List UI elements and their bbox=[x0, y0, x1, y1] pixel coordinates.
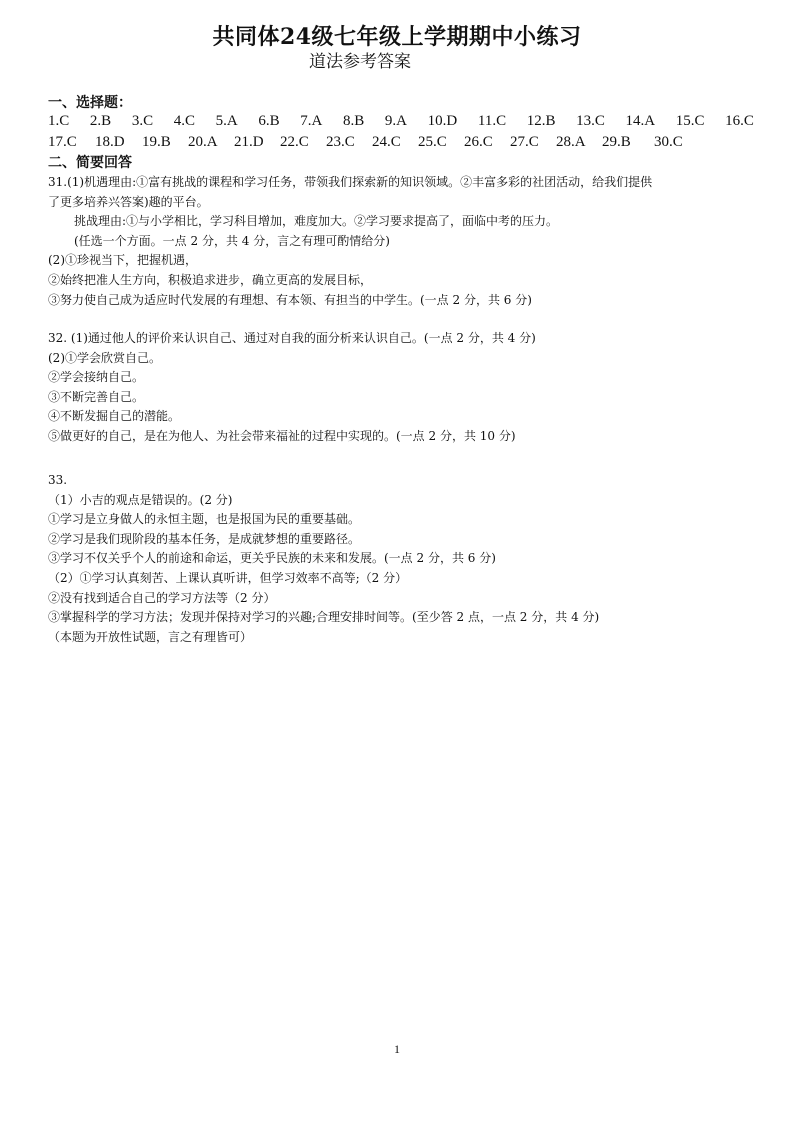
choice-answer: 4.C bbox=[173, 113, 195, 129]
choice-answer: 16.C bbox=[725, 113, 754, 129]
answer-line: (2)①学会欣赏自己。 bbox=[48, 350, 161, 365]
section-short-answer-heading: 二、简要回答 bbox=[48, 155, 132, 171]
answer-line: 31.(1)机遇理由:①富有挑战的课程和学习任务，带领我们探索新的知识领域。②丰富多彩的社团活动，给我们提供 bbox=[48, 175, 653, 189]
answer-line: ②始终把准人生方向，积极追求进步，确立更高的发展目标， bbox=[48, 272, 373, 287]
document-title: 共同体24级七年级上学期期中小练习 bbox=[212, 24, 582, 50]
choice-answer: 5.A bbox=[215, 113, 238, 129]
answer-line: （1）小吉的观点是错误的。(2 分) bbox=[48, 492, 233, 507]
answer-line: ③不断完善自己。 bbox=[48, 389, 145, 404]
choice-answer: 26.C bbox=[464, 134, 493, 150]
choice-answer: 24.C bbox=[372, 134, 401, 150]
answer-line: ③学习不仅关乎个人的前途和命运，更关乎民族的未来和发展。(一点 2 分，共 6 分) bbox=[48, 551, 496, 566]
choice-row-1 bbox=[48, 111, 754, 132]
answer-line: （2）①学习认真刻苦、上课认真听讲，但学习效率不高等;（2 分） bbox=[48, 570, 408, 585]
choice-answer: 11.C bbox=[477, 113, 507, 129]
question-32-answer bbox=[48, 329, 758, 447]
choice-answer: 21.D bbox=[234, 134, 264, 150]
choice-answer: 29.B bbox=[602, 134, 631, 150]
answer-line: ②学习是我们现阶段的基本任务，是成就梦想的重要路径。 bbox=[48, 531, 361, 546]
answer-line: ②学会接纳自己。 bbox=[48, 370, 145, 385]
choice-answer: 15.C bbox=[675, 113, 705, 129]
choice-answer: 10.D bbox=[427, 113, 458, 129]
question-33-answer bbox=[48, 471, 758, 647]
page-number: 1 bbox=[394, 1042, 400, 1056]
choice-answer: 25.C bbox=[418, 134, 447, 150]
section-choice-heading: 一、选择题： bbox=[48, 95, 132, 111]
answer-line: (任选一个方面。一点 2 分，共 4 分，言之有理可酌情给分) bbox=[74, 233, 390, 248]
choice-answer: 3.C bbox=[131, 113, 154, 129]
choice-answer: 6.B bbox=[258, 113, 280, 129]
choice-answer: 8.B bbox=[343, 113, 365, 129]
answer-line: 32. (1)通过他人的评价来认识自己、通过对自我的面分析来认识自己。(一点 2 分，共 4 分) bbox=[48, 331, 536, 345]
choice-answer: 22.C bbox=[280, 134, 309, 150]
choice-answer: 30.C bbox=[654, 134, 683, 150]
answer-line: 33. bbox=[48, 473, 68, 487]
choice-answer: 19.B bbox=[142, 134, 171, 150]
choice-answer: 28.A bbox=[556, 134, 586, 150]
answer-line: ③努力使自己成为适应时代发展的有理想、有本领、有担当的中学生。(一点 2 分，共 6 分) bbox=[48, 292, 532, 307]
choice-answers bbox=[48, 111, 754, 153]
answer-line: ⑤做更好的自己，是在为他人、为社会带来福祉的过程中实现的。(一点 2 分，共 10 分) bbox=[48, 428, 516, 443]
question-31-answer bbox=[48, 173, 758, 310]
choice-answer: 18.D bbox=[95, 134, 125, 150]
choice-answer: 2.B bbox=[89, 113, 112, 129]
choice-row-2 bbox=[48, 132, 754, 153]
choice-answer: 9.A bbox=[384, 113, 407, 129]
choice-answer: 12.B bbox=[526, 113, 556, 129]
choice-answer: 7.A bbox=[300, 113, 323, 129]
answer-line: ①学习是立身做人的永恒主题，也是报国为民的重要基础。 bbox=[48, 512, 361, 527]
answer-line: (2)①珍视当下，把握机遇， bbox=[48, 253, 197, 268]
answer-line: 挑战理由:①与小学相比，学习科目增加，难度加大。②学习要求提高了，面临中考的压力。 bbox=[74, 214, 559, 229]
choice-answer: 13.C bbox=[576, 113, 605, 129]
choice-answer: 1.C bbox=[48, 113, 70, 129]
choice-answer: 23.C bbox=[326, 134, 355, 150]
document-subtitle: 道法参考答案 bbox=[309, 52, 411, 72]
answer-line: 了更多培养兴答案)趣的平台。 bbox=[48, 194, 209, 209]
choice-answer: 17.C bbox=[48, 134, 77, 150]
choice-answer: 14.A bbox=[625, 113, 656, 129]
answer-line: （本题为开放性试题，言之有理皆可） bbox=[48, 629, 253, 644]
choice-answer: 20.A bbox=[188, 134, 218, 150]
choice-answer: 27.C bbox=[510, 134, 539, 150]
answer-line: ④不断发掘自己的潜能。 bbox=[48, 409, 181, 424]
answer-line: ②没有找到适合自己的学习方法等（2 分） bbox=[48, 590, 276, 605]
answer-line: ③掌握科学的学习方法；发现并保持对学习的兴趣;合理安排时间等。(至少答 2 点，一点 2 分，共 4 分) bbox=[48, 610, 600, 625]
